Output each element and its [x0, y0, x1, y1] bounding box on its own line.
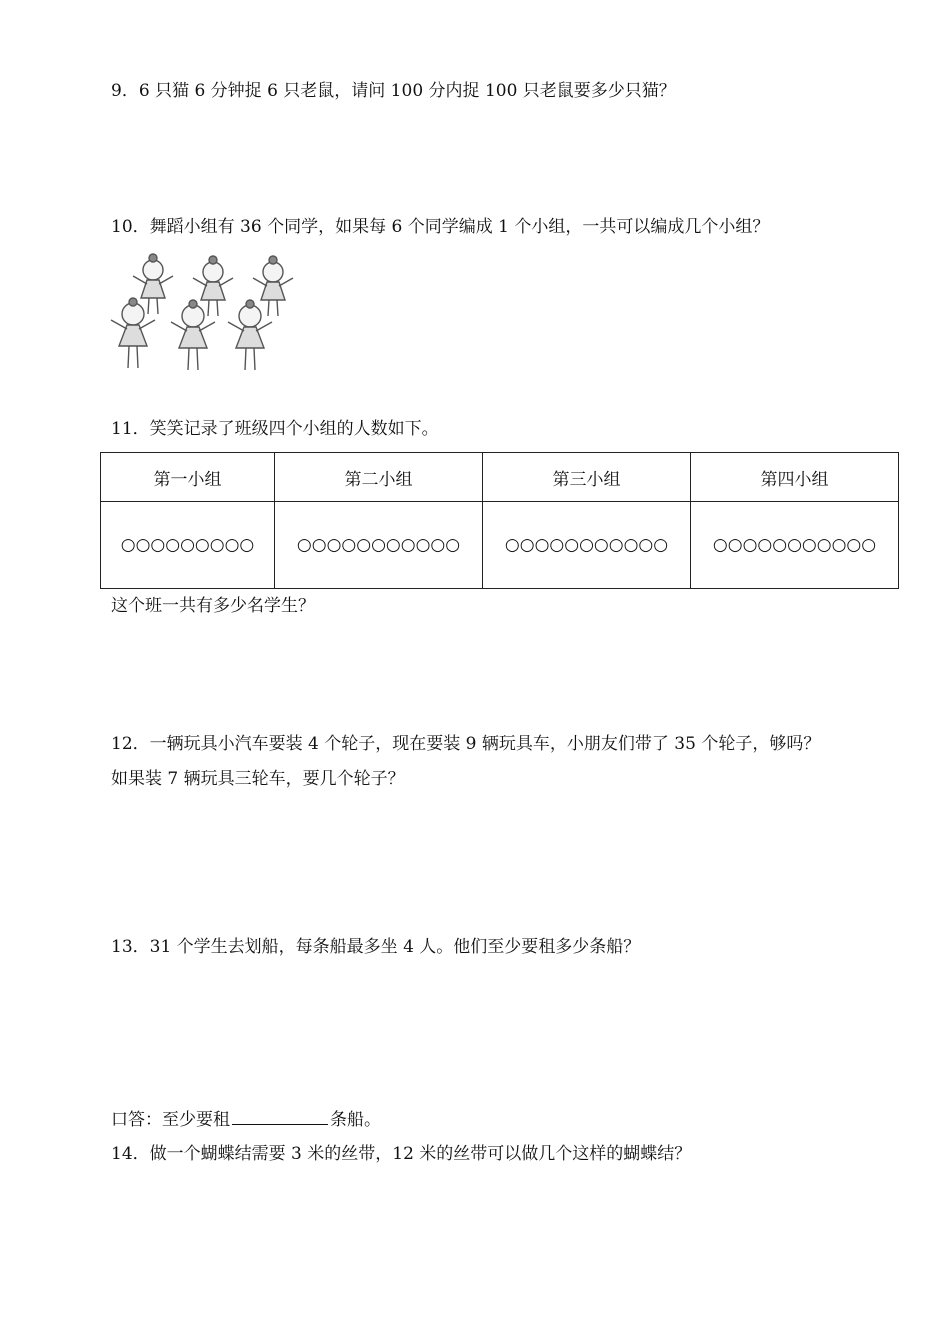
- question-13-answer: [111, 1108, 381, 1131]
- header-group-4: 第四小组: [691, 453, 899, 502]
- dancing-girls-icon: [108, 250, 308, 374]
- header-group-3: 第三小组: [483, 453, 691, 502]
- header-group-1: 第一小组: [101, 453, 275, 502]
- question-9: 9．6 只猫 6 分钟捉 6 只老鼠，请问 100 分内捉 100 只老鼠要多少只猫？: [111, 81, 676, 101]
- answer-suffix: 条船。: [330, 1110, 381, 1130]
- question-12-line-1: 12．一辆玩具小汽车要装 4 个轮子，现在要装 9 辆玩具车，小朋友们带了 35 个轮子，够吗？: [111, 734, 821, 754]
- cell-group-4: ○○○○○○○○○○○: [691, 502, 899, 589]
- header-group-2: 第二小组: [275, 453, 483, 502]
- question-12-line-2: 如果装 7 辆玩具三轮车，要几个轮子？: [111, 769, 405, 789]
- group-count-table: [100, 452, 899, 589]
- answer-blank[interactable]: [232, 1108, 328, 1125]
- question-13: 13．31 个学生去划船，每条船最多坐 4 人。他们至少要租多少条船？: [111, 937, 641, 957]
- question-14: 14．做一个蝴蝶结需要 3 米的丝带，12 米的丝带可以做几个这样的蝴蝶结？: [111, 1144, 692, 1164]
- question-11-follow-up: 这个班一共有多少名学生？: [111, 596, 315, 616]
- cell-group-3: ○○○○○○○○○○○: [483, 502, 691, 589]
- answer-prefix: 口答：至少要租: [111, 1110, 230, 1130]
- question-10: 10．舞蹈小组有 36 个同学，如果每 6 个同学编成 1 个小组，一共可以编成几个小组？: [111, 217, 770, 237]
- cell-group-2: ○○○○○○○○○○○: [275, 502, 483, 589]
- table-row: [101, 502, 899, 589]
- question-11: 11．笑笑记录了班级四个小组的人数如下。: [111, 419, 439, 439]
- cell-group-1: ○○○○○○○○○: [101, 502, 275, 589]
- table-header-row: [101, 453, 899, 502]
